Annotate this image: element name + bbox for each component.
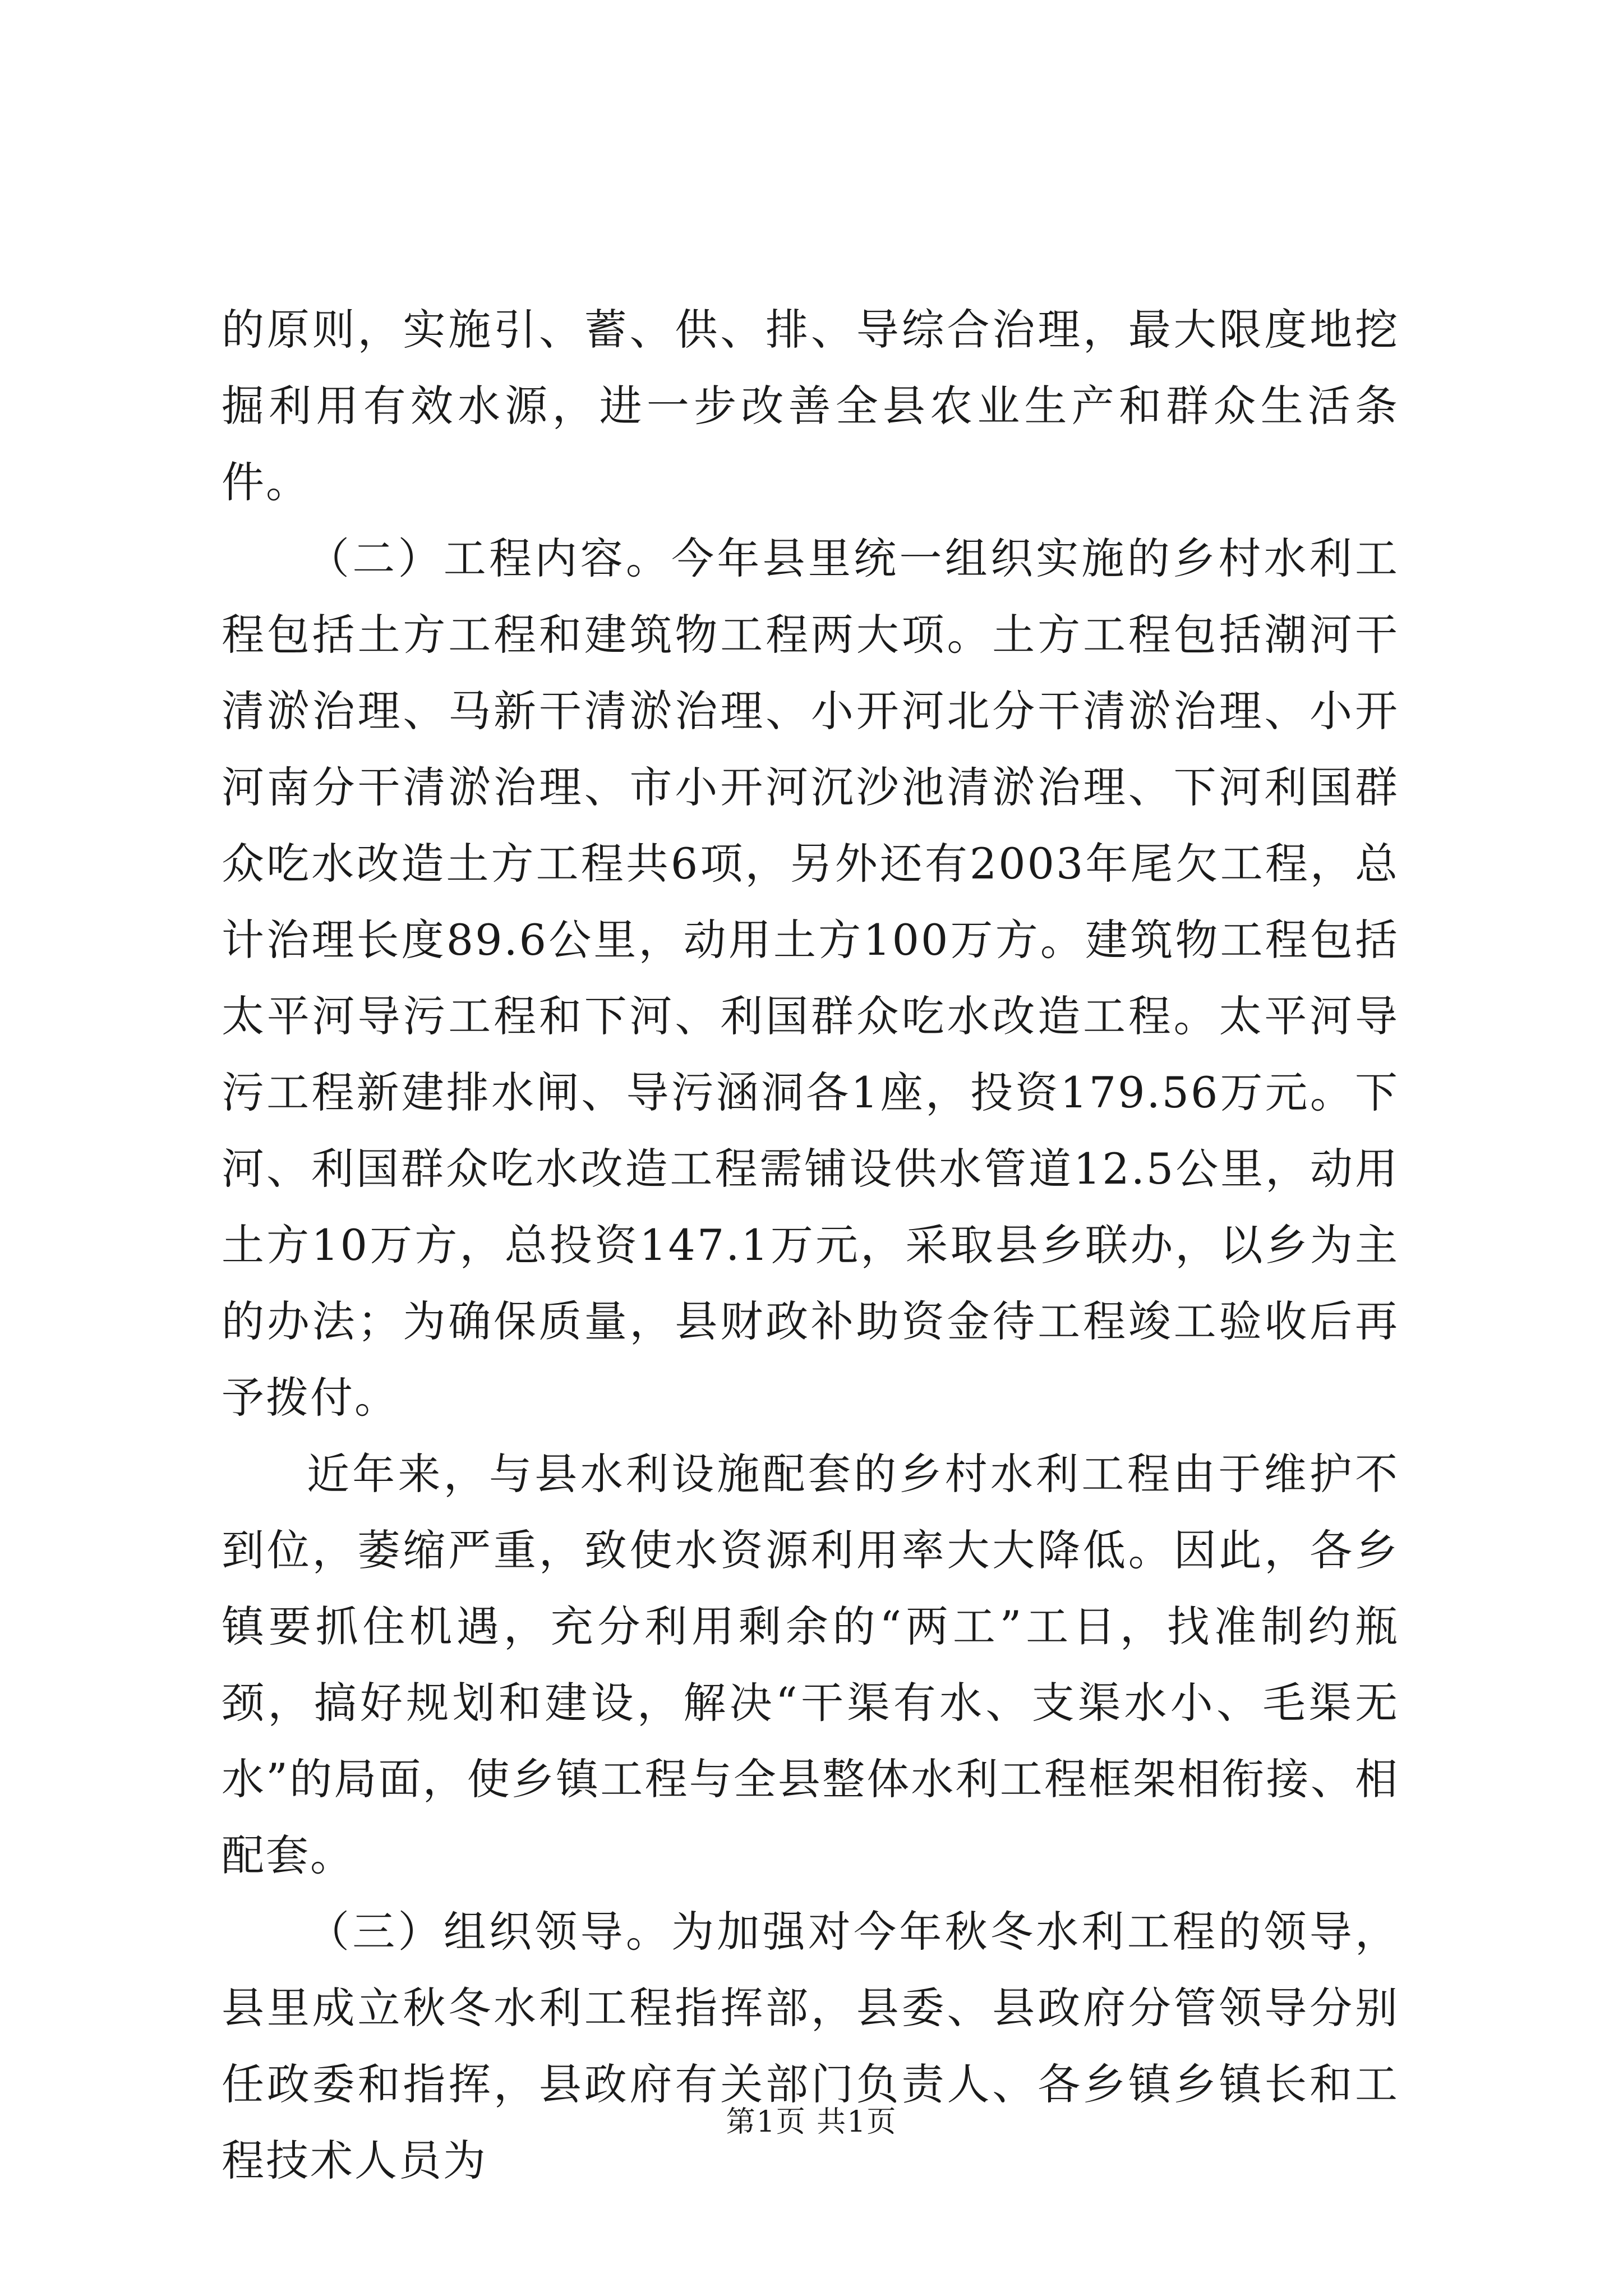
page-footer: 第1页 共1页 xyxy=(726,2105,897,2139)
paragraph-3: 近年来，与县水利设施配套的乡村水利工程由于维护不到位，萎缩严重，致使水资源利用率大大降低。因此，各乡镇要抓住机遇，充分利用剩余的“两工”工日，找准制约瓶颈，搞好规划和建设，解决“干渠有水、支渠水小、毛渠无水”的局面，使乡镇工程与全县整体水利工程框架相衔接、相配套。 xyxy=(222,1449,1399,1880)
paragraph-2: （二）工程内容。今年县里统一组织实施的乡村水利工程包括土方工程和建筑物工程两大项。土方工程包括潮河干清淤治理、马新干清淤治理、小开河北分干清淤治理、小开河南分干清淤治理、市小开河沉沙池清淤治理、下河利国群众吃水改造土方工程共6项，另外还有2003年尾欠工程，总计治理长度89.6公里，动用土方100万方。建筑物工程包括太平河导污工程和下河、利国群众吃水改造工程。太平河导污工程新建排水闸、导污涵洞各1座，投资179.56万元。下河、利国群众吃水改造工程需铺设供水管道12.5公里，动用土方10万方，总投资147.1万元，采取县乡联办，以乡为主的办法；为确保质量，县财政补助资金待工程竣工验收后再予拨付。 xyxy=(222,533,1399,1423)
body-text xyxy=(222,292,1399,2199)
paragraph-4: （三）组织领导。为加强对今年秋冬水利工程的领导，县里成立秋冬水利工程指挥部，县委、县政府分管领导分别任政委和指挥，县政府有关部门负责人、各乡镇乡镇长和工程技术人员为 xyxy=(222,1907,1399,2185)
paragraph-1: 的原则，实施引、蓄、供、排、导综合治理，最大限度地挖掘利用有效水源，进一步改善全县农业生产和群众生活条件。 xyxy=(222,305,1399,507)
